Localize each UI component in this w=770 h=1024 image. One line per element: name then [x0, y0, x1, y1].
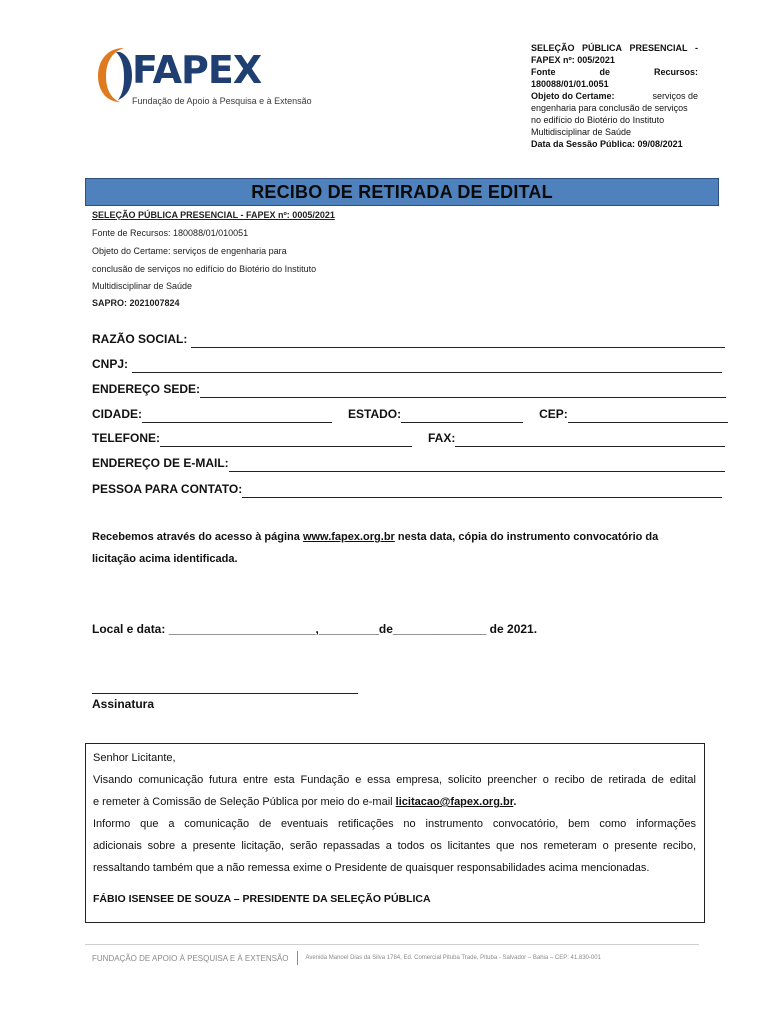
- footer-address: Avenida Manoel Dias da Silva 1784, Ed. Comercial Pituba Trade, Pituba - Salvador – Bahia – CEP: 41.830-001: [305, 955, 601, 961]
- footer-separator: [297, 951, 298, 965]
- contato-input[interactable]: [242, 484, 722, 498]
- cnpj-label: CNPJ:: [92, 357, 129, 371]
- endereco-sede-input[interactable]: [200, 384, 726, 398]
- info-selecao: SELEÇÃO PÚBLICA PRESENCIAL - FAPEX nº: 0005/2021: [92, 210, 335, 220]
- footer-org-name: FUNDAÇÃO DE APOIO À PESQUISA E À EXTENSÃO: [92, 953, 289, 963]
- email-input[interactable]: [229, 458, 725, 472]
- field-email: [92, 454, 725, 472]
- header-fonte-code: 180088/01/01.0051: [531, 79, 609, 89]
- info-objeto-3: Multidisciplinar de Saúde: [92, 281, 193, 291]
- field-contato: [92, 480, 722, 498]
- edital-header-info: [531, 42, 698, 150]
- logo-wordmark: FAPEX: [132, 48, 262, 92]
- estado-label: ESTADO:: [348, 407, 402, 421]
- field-razao-social: [92, 330, 725, 348]
- info-sapro: SAPRO: 2021007824: [92, 298, 180, 308]
- page-title: RECIBO DE RETIRADA DE EDITAL: [251, 181, 553, 202]
- header-line-fonte: [531, 66, 698, 78]
- notice-p1-line-2: [93, 791, 696, 813]
- razao-social-input[interactable]: [191, 334, 725, 348]
- notice-p1-line-1: Visando comunicação futura entre esta Fundação e essa empresa, solicito preencher o recibo de retirada de edital: [93, 774, 696, 786]
- header-fonte-word: Fonte: [531, 67, 556, 77]
- header-presencial-word: PRESENCIAL: [629, 43, 688, 53]
- licitacao-email-link[interactable]: licitacao@fapex.org.br: [395, 796, 514, 808]
- header-dash: -: [694, 43, 698, 53]
- telefone-input[interactable]: [160, 433, 412, 447]
- estado-input[interactable]: [401, 409, 523, 423]
- contato-label: PESSOA PARA CONTATO:: [92, 482, 243, 496]
- receipt-line-2: licitação acima identificada.: [92, 553, 238, 565]
- telefone-label: TELEFONE:: [92, 431, 160, 445]
- header-fapex-number: FAPEX nº: 005/2021: [531, 55, 615, 65]
- fapex-logo: [94, 40, 312, 112]
- header-objeto-text-4: Multidisciplinar de Saúde: [531, 127, 632, 137]
- endereco-sede-label: ENDEREÇO SEDE:: [92, 382, 201, 396]
- header-objeto-text-2: engenharia para conclusão de serviços: [531, 103, 688, 113]
- notice-p2-line-2: adicionais sobre a presente licitação, serão repassadas a todos os licitantes que nos remeteram o presente recibo,: [93, 840, 696, 852]
- title-bar: [85, 178, 719, 206]
- cep-input[interactable]: [568, 409, 728, 423]
- notice-p2-line-3: ressaltando também que a não remessa exime o Presidente de quaisquer responsabilidades acima mencionadas.: [93, 862, 650, 874]
- fax-label: FAX:: [428, 431, 456, 445]
- notice-signer: FÁBIO ISENSEE DE SOUZA – PRESIDENTE DA SELEÇÃO PÚBLICA: [93, 893, 431, 905]
- header-objeto-text-1: serviços de: [652, 91, 698, 101]
- signature-label: Assinatura: [92, 697, 155, 711]
- field-endereco-sede: [92, 380, 726, 398]
- info-fonte: Fonte de Recursos: 180088/01/010051: [92, 228, 249, 238]
- info-objeto-1: Objeto do Certame: serviços de engenharia para: [92, 246, 287, 256]
- razao-social-label: RAZÃO SOCIAL:: [92, 332, 188, 346]
- header-selecao-word: SELEÇÃO: [531, 43, 575, 53]
- notice-p1-period: .: [513, 796, 517, 808]
- notice-greeting: Senhor Licitante,: [93, 752, 176, 764]
- cnpj-input[interactable]: [132, 359, 722, 373]
- notice-p2-line-1: Informo que a comunicação de eventuais retificações no instrumento convocatório, bem como informações: [93, 818, 696, 830]
- fapex-site-link[interactable]: www.fapex.org.br: [302, 531, 395, 543]
- receipt-paragraph: [92, 526, 692, 570]
- cidade-label: CIDADE:: [92, 407, 142, 421]
- receipt-text-after: nesta data, cópia do instrumento convocatório da: [394, 531, 659, 543]
- email-label: ENDEREÇO DE E-MAIL:: [92, 456, 229, 470]
- cidade-input[interactable]: [142, 409, 332, 423]
- header-publica-word: PÚBLICA: [582, 43, 622, 53]
- logo-subtitle: Fundação de Apoio à Pesquisa e à Extensão: [132, 96, 312, 106]
- header-de-word: de: [599, 67, 610, 77]
- receipt-text-before: Recebemos através do acesso à página: [92, 531, 303, 543]
- header-objeto-text-3: no edifício do Biotério do Instituto: [531, 115, 665, 125]
- fapex-emblem-icon: [94, 42, 134, 108]
- header-line-selecao: [531, 42, 698, 54]
- notice-p1-text: e remeter à Comissão de Seleção Pública por meio do e-mail: [93, 796, 396, 808]
- receipt-line-1: [92, 526, 692, 548]
- field-cnpj: [92, 355, 722, 373]
- field-cidade-row: [92, 405, 728, 423]
- local-e-data-line[interactable]: Local e data: ______________________,_________de______________ de 2021.: [92, 622, 538, 636]
- info-objeto-2: conclusão de serviços no edifício do Biotério do Instituto: [92, 264, 317, 274]
- notice-box: [85, 743, 705, 923]
- header-objeto-line: [531, 90, 698, 102]
- signature-line[interactable]: [92, 693, 358, 694]
- footer-divider: [85, 944, 699, 945]
- page-footer: [92, 951, 601, 965]
- header-data-sessao: Data da Sessão Pública: 09/08/2021: [531, 139, 683, 149]
- cep-label: CEP:: [539, 407, 568, 421]
- header-recursos-word: Recursos:: [653, 67, 698, 77]
- fax-input[interactable]: [455, 433, 725, 447]
- header-objeto-label: Objeto do Certame:: [531, 91, 615, 101]
- field-telefone-row: [92, 429, 725, 447]
